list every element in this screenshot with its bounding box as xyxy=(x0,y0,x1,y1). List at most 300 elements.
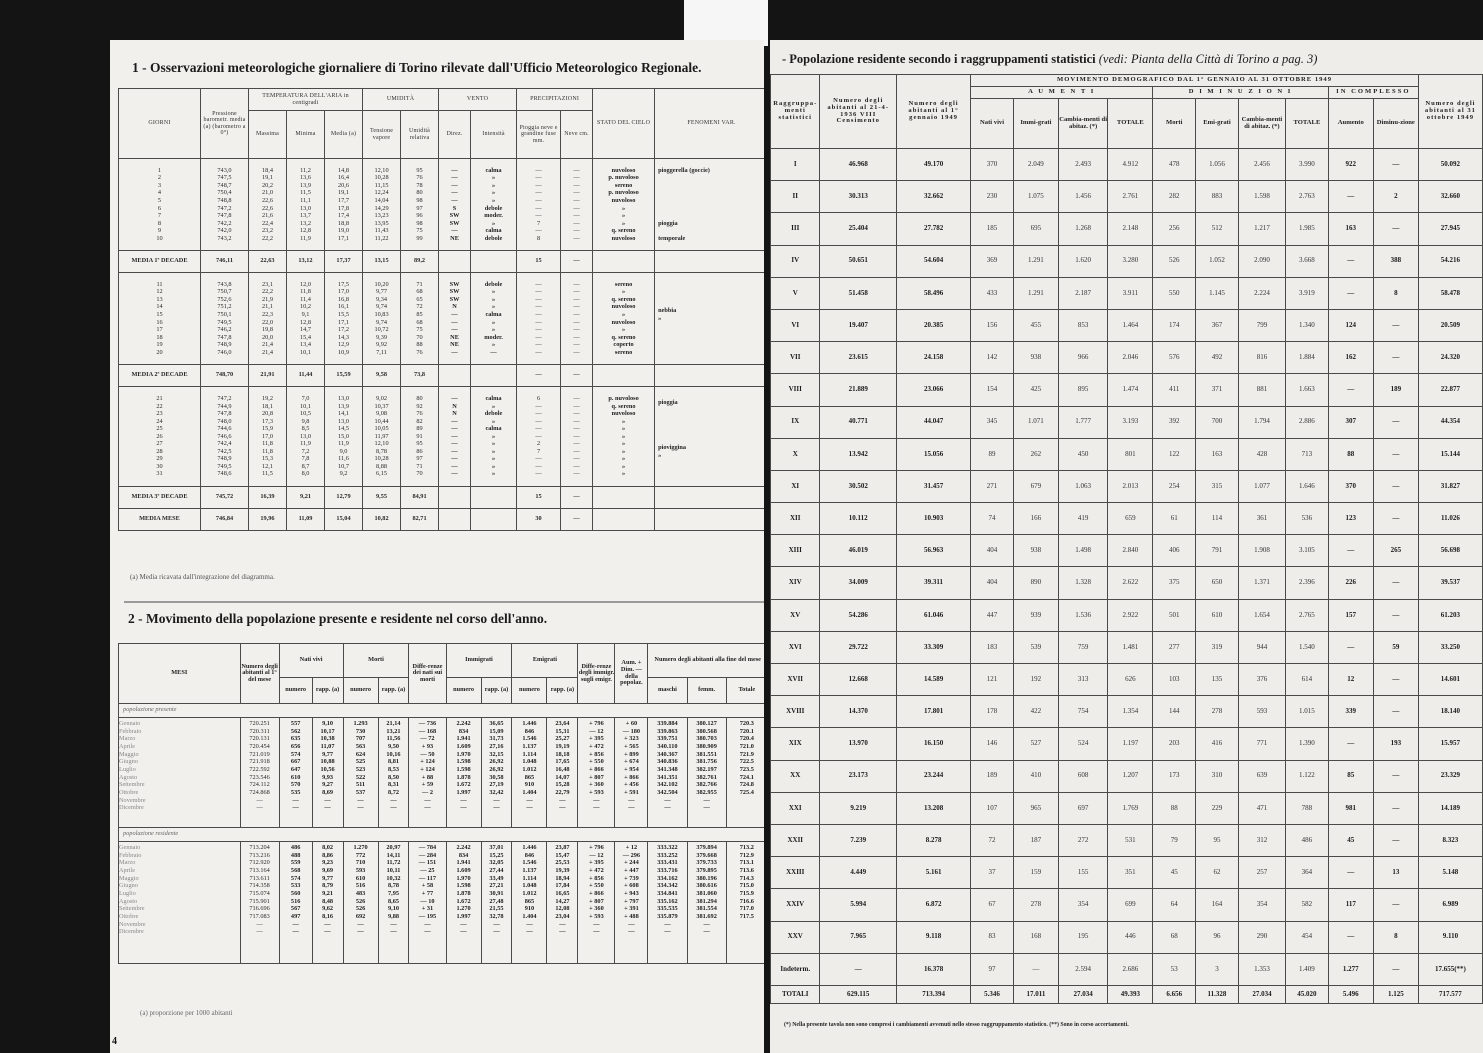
table-cell: 3 xyxy=(1196,953,1239,985)
table-row xyxy=(771,503,1483,535)
table-cell: 526 xyxy=(1153,245,1196,277)
immigrati-col: 2.242 834 1.941 1.609 1.970 1.598 1.878 1.672 1.270 1.997 — — xyxy=(446,842,481,964)
direz-col: SW SW SW N — — — NE NE — xyxy=(439,273,471,365)
table-cell: 361 xyxy=(1238,503,1285,535)
media-mese xyxy=(119,509,765,531)
table-row xyxy=(771,438,1483,470)
table-cell: 1.456 xyxy=(1058,181,1107,213)
table-cell: — xyxy=(1373,760,1418,792)
header-immigrati: Immigrati xyxy=(446,644,512,678)
table-row xyxy=(771,213,1483,245)
table-cell: 370 xyxy=(971,149,1014,181)
media-cell: — xyxy=(561,487,593,509)
section-presente xyxy=(119,704,765,718)
header-cambiamenti: Cambia-menti di abitaz. (*) xyxy=(1058,99,1107,149)
row-label: XXI xyxy=(771,792,820,824)
media-cell: 9,21 xyxy=(287,487,325,509)
table-cell: — xyxy=(1328,181,1373,213)
table-cell: 1.646 xyxy=(1286,470,1329,502)
table-cell: 23.173 xyxy=(820,760,896,792)
media-cell: 13,12 xyxy=(287,251,325,273)
tmed-col: 13,0 13,9 14,1 13,0 14,5 15,0 11,9 9,0 11,6 10,7 9,2 xyxy=(325,387,363,487)
table-cell: 2.622 xyxy=(1108,567,1153,599)
table-cell: 12.668 xyxy=(820,664,896,696)
media-cell xyxy=(439,509,471,531)
tensione-col: 10,20 9,77 9,34 9,74 10,83 9,74 10,72 9,39 9,92 7,11 xyxy=(363,273,401,365)
media-cell xyxy=(655,365,764,387)
emigrati-rapp-col: 23,87 15,47 25,53 19,39 18,94 17,84 16,65 14,27 12,08 23,04 — — xyxy=(547,842,578,964)
intensita-col: debole » » » calma » » moder. » — xyxy=(471,273,517,365)
table-cell: — xyxy=(1328,631,1373,663)
table-cell: 1.769 xyxy=(1108,792,1153,824)
table-cell: 922 xyxy=(1328,149,1373,181)
header-pressione: Pressione barometr. media (a) (barometro a 0°) xyxy=(201,89,249,159)
table-cell: 1.390 xyxy=(1286,728,1329,760)
decade-1-rows xyxy=(119,159,765,251)
tensione-col: 9,02 10,37 9,08 10,44 10,05 11,97 12,10 8,78 10,28 8,88 6,15 xyxy=(363,387,401,487)
table-cell: 610 xyxy=(1196,599,1239,631)
table-cell: — xyxy=(1328,245,1373,277)
table2-footnote: (a) proporzione per 1000 abitanti xyxy=(140,1009,233,1017)
table-cell: 14.589 xyxy=(896,664,970,696)
table-cell: 15.144 xyxy=(1418,438,1482,470)
media-decade-2 xyxy=(119,365,765,387)
table-cell: 10.903 xyxy=(896,503,970,535)
table-cell: 16.150 xyxy=(896,728,970,760)
header-movimento: MOVIMENTO DEMOGRAFICO DAL 1° GENNAIO AL 31 OTTOBRE 1949 xyxy=(971,75,1419,87)
table-cell: 593 xyxy=(1238,696,1285,728)
table-cell: 419 xyxy=(1058,503,1107,535)
table-cell: 278 xyxy=(1013,889,1058,921)
media-label: MEDIA 3ª DECADE xyxy=(119,487,201,509)
media-cell xyxy=(655,251,764,273)
table-row xyxy=(771,696,1483,728)
neve-col: — — — — — — — — — — — xyxy=(561,387,593,487)
population-movement-table xyxy=(118,643,764,964)
immigrati-rapp-col: 37,01 15,25 32,05 27,44 33,49 27,21 30,91 27,48 21,55 32,78 — — xyxy=(481,842,512,964)
table-cell: 185 xyxy=(971,213,1014,245)
table-cell: 319 xyxy=(1196,631,1239,663)
row-label: XXIV xyxy=(771,889,820,921)
table-cell: 895 xyxy=(1058,374,1107,406)
table-cell: 49.170 xyxy=(896,149,970,181)
aumento-col: + 12 — 296 + 244 + 447 + 739 + 608 + 943 + 797 + 391 + 488 — — xyxy=(615,842,648,964)
header-temperatura: TEMPERATURA DELL'ARIA in centigradi xyxy=(249,89,363,111)
table-cell: 367 xyxy=(1196,309,1239,341)
media-cell: — xyxy=(561,509,593,531)
header-fenomeni: FENOMENI VAR. xyxy=(655,89,764,159)
right-page xyxy=(770,40,1483,1053)
table-cell: 173 xyxy=(1153,760,1196,792)
diff-mig-col: + 796 — 12 + 395 + 472 + 856 + 550 + 866 + 807 + 360 + 593 — — xyxy=(578,842,615,964)
media-cell xyxy=(439,365,471,387)
table-cell: 146 xyxy=(971,728,1014,760)
table-cell: 39.311 xyxy=(896,567,970,599)
table-cell: 2.396 xyxy=(1286,567,1329,599)
table-row xyxy=(771,599,1483,631)
header-nati: Nati vivi xyxy=(279,644,343,678)
table-cell: 20.385 xyxy=(896,309,970,341)
table-cell: 1.052 xyxy=(1196,245,1239,277)
header-nati: Nati vivi xyxy=(971,99,1014,149)
row-label: IV xyxy=(771,245,820,277)
row-label: II xyxy=(771,181,820,213)
table-cell: 1.268 xyxy=(1058,213,1107,245)
table-cell: 1.207 xyxy=(1108,760,1153,792)
table-cell: 67 xyxy=(971,889,1014,921)
morti-col: 1.270 772 710 593 610 516 483 526 526 692 — — xyxy=(343,842,378,964)
table-cell: 29.722 xyxy=(820,631,896,663)
table-cell: — xyxy=(1373,953,1418,985)
table-cell: 13.208 xyxy=(896,792,970,824)
table-cell: 189 xyxy=(971,760,1014,792)
row-label: XXII xyxy=(771,824,820,856)
table-cell: 20.509 xyxy=(1418,309,1482,341)
media-cell xyxy=(593,365,655,387)
table-cell: 17.655(**) xyxy=(1418,953,1482,985)
table-row xyxy=(771,374,1483,406)
table-cell: 1.122 xyxy=(1286,760,1329,792)
table-cell: 1.464 xyxy=(1108,309,1153,341)
header-censimento: Numero degli abitanti al 21-4-1936 VIII Censimento xyxy=(820,75,896,149)
table-row xyxy=(771,309,1483,341)
media-cell: 15,04 xyxy=(325,509,363,531)
table-cell: 1.291 xyxy=(1013,277,1058,309)
table-cell: 713 xyxy=(1286,438,1329,470)
table-cell: 54.286 xyxy=(820,599,896,631)
header-intensita: Intensità xyxy=(471,111,517,159)
table-cell: 124 xyxy=(1328,309,1373,341)
table-cell: 310 xyxy=(1196,760,1239,792)
media-cell: — xyxy=(517,365,561,387)
media-cell: 10,82 xyxy=(363,509,401,531)
header-neve: Neve cm. xyxy=(561,111,593,159)
table-cell: 639 xyxy=(1238,760,1285,792)
row-label: VII xyxy=(771,342,820,374)
table-cell: 1.340 xyxy=(1286,309,1329,341)
table-cell: 1.985 xyxy=(1286,213,1329,245)
media-cell: 15 xyxy=(517,487,561,509)
table-cell: 229 xyxy=(1196,792,1239,824)
table-cell: 410 xyxy=(1013,760,1058,792)
totals-cell: 1.125 xyxy=(1373,985,1418,1003)
direz-col: — — — — — S SW SW — NE xyxy=(439,159,471,251)
table-cell: 88 xyxy=(1328,438,1373,470)
media-cell: 12,79 xyxy=(325,487,363,509)
table-cell: 33.309 xyxy=(896,631,970,663)
media-cell: 15 xyxy=(517,251,561,273)
table-cell: 406 xyxy=(1153,535,1196,567)
table-cell: 15.056 xyxy=(896,438,970,470)
table-cell: 162 xyxy=(1328,342,1373,374)
table-cell: 853 xyxy=(1058,309,1107,341)
row-label: XXV xyxy=(771,921,820,953)
media-cell xyxy=(471,509,517,531)
table-cell: 50.092 xyxy=(1418,149,1482,181)
table-cell: 39.537 xyxy=(1418,567,1482,599)
table-cell: 34.009 xyxy=(820,567,896,599)
table-cell: 164 xyxy=(1196,889,1239,921)
table-cell: 3.105 xyxy=(1286,535,1329,567)
table-cell: 2 xyxy=(1373,181,1418,213)
table-cell: 938 xyxy=(1013,342,1058,374)
table-cell: 339 xyxy=(1328,696,1373,728)
table-row xyxy=(771,857,1483,889)
table-cell: 64 xyxy=(1153,889,1196,921)
weather-table xyxy=(118,88,764,531)
table-cell: 123 xyxy=(1328,503,1373,535)
header-raggruppamenti: Raggruppa-menti statistici xyxy=(771,75,820,149)
aumento-col: + 60 — 180 + 323 + 565 + 899 + 674 + 954 + 866 + 456 + 591 — — xyxy=(615,718,648,828)
table-cell: 9.118 xyxy=(896,921,970,953)
table-cell: 697 xyxy=(1058,792,1107,824)
table2-title: 2 - Movimento della popolazione presente e residente nel corso dell'anno. xyxy=(128,611,548,626)
table-cell: 31.827 xyxy=(1418,470,1482,502)
row-label: VIII xyxy=(771,374,820,406)
header-diminuzione: Diminu-zione xyxy=(1373,99,1418,149)
table-cell: 2.187 xyxy=(1058,277,1107,309)
table-cell: — xyxy=(820,953,896,985)
table-cell: — xyxy=(1373,309,1418,341)
table-cell: 178 xyxy=(971,696,1014,728)
table3-body xyxy=(771,149,1483,1004)
row-label: III xyxy=(771,213,820,245)
table-cell: 2.456 xyxy=(1238,149,1285,181)
header-differenze: Diffe-renze dei nati sui morti xyxy=(409,644,446,704)
table-cell: — xyxy=(1013,953,1058,985)
table-row xyxy=(771,664,1483,696)
table-cell: — xyxy=(1373,149,1418,181)
table-cell: 771 xyxy=(1238,728,1285,760)
table-cell: 1.145 xyxy=(1196,277,1239,309)
row-label: XXIII xyxy=(771,857,820,889)
table-cell: 2.765 xyxy=(1286,599,1329,631)
table-cell: 966 xyxy=(1058,342,1107,374)
table-row xyxy=(771,245,1483,277)
table-cell: 1.217 xyxy=(1238,213,1285,245)
table-cell: 256 xyxy=(1153,213,1196,245)
totals-cell: 27.034 xyxy=(1058,985,1107,1003)
table-cell: 6.872 xyxy=(896,889,970,921)
table-cell: 271 xyxy=(971,470,1014,502)
table-cell: 801 xyxy=(1108,438,1153,470)
table-cell: 791 xyxy=(1196,535,1239,567)
table-cell: 33.250 xyxy=(1418,631,1482,663)
totals-cell: 49.393 xyxy=(1108,985,1153,1003)
table-cell: 3.911 xyxy=(1108,277,1153,309)
table-cell: 122 xyxy=(1153,438,1196,470)
table-cell: 1.071 xyxy=(1013,406,1058,438)
table-cell: 1.536 xyxy=(1058,599,1107,631)
table-cell: 24.158 xyxy=(896,342,970,374)
fenomeni-col: pioggia pioviggina » xyxy=(655,387,764,487)
media-cell: — xyxy=(561,365,593,387)
emigrati-col: 1.446 846 1.546 1.137 1.114 1.048 1.012 865 910 1.404 — — xyxy=(512,842,547,964)
table-cell: 446 xyxy=(1108,921,1153,953)
table-cell: 369 xyxy=(971,245,1014,277)
header-pioggia: Pioggia neve e grandine fuse mm. xyxy=(517,111,561,159)
header-massima: Massima xyxy=(249,111,287,159)
page-number: 4 xyxy=(112,1036,117,1047)
table-cell: 290 xyxy=(1238,921,1285,953)
totals-cell: 11.328 xyxy=(1196,985,1239,1003)
table-row xyxy=(771,470,1483,502)
population-groups-table xyxy=(770,74,1483,1004)
table3-title xyxy=(782,52,1317,67)
table-cell: — xyxy=(1328,728,1373,760)
nati-rapp-col: 8,02 8,86 9,23 9,69 9,77 8,79 9,21 8,48 9,62 8,16 — — xyxy=(312,842,343,964)
table-cell: 14.601 xyxy=(1418,664,1482,696)
table-cell: 364 xyxy=(1286,857,1329,889)
header-umidita: UMIDITÀ xyxy=(363,89,439,111)
table-cell: 2.090 xyxy=(1238,245,1285,277)
table-cell: — xyxy=(1373,792,1418,824)
table-cell: 23.066 xyxy=(896,374,970,406)
table-cell: 1.077 xyxy=(1238,470,1285,502)
header-complesso: IN COMPLESSO xyxy=(1328,87,1418,99)
days-col: 1 2 3 4 5 6 7 8 9 10 xyxy=(119,159,201,251)
table-cell: 1.353 xyxy=(1238,953,1285,985)
table-cell: — xyxy=(1373,824,1418,856)
table-cell: 9.219 xyxy=(820,792,896,824)
header-numero: Numero degli abitanti al 1° del mese xyxy=(240,644,279,704)
media-cell: 11,44 xyxy=(287,365,325,387)
table-cell: 114 xyxy=(1196,503,1239,535)
pressione-col: 743,8 750,7 752,6 751,2 750,1 749,5 746,2 747,8 748,9 746,0 xyxy=(201,273,249,365)
diff-col: — 736 — 168 — 72 + 93 — 50 + 124 + 124 + 88 + 59 — 2 — — xyxy=(409,718,446,828)
table-cell: 144 xyxy=(1153,696,1196,728)
table-cell: 2.013 xyxy=(1108,470,1153,502)
table-cell: 15.957 xyxy=(1418,728,1482,760)
table-cell: 7.239 xyxy=(820,824,896,856)
table-cell: 56.698 xyxy=(1418,535,1482,567)
morti-col: 1.293 730 707 563 624 525 523 522 511 537 — — xyxy=(343,718,378,828)
table-cell: 1.908 xyxy=(1238,535,1285,567)
table-cell: 68 xyxy=(1153,921,1196,953)
table-cell: 536 xyxy=(1286,503,1329,535)
media-cell: 745,72 xyxy=(201,487,249,509)
table-cell: 550 xyxy=(1153,277,1196,309)
table-cell: 345 xyxy=(971,406,1014,438)
table-cell: 1.794 xyxy=(1238,406,1285,438)
table-cell: 40.771 xyxy=(820,406,896,438)
row-label: XIX xyxy=(771,728,820,760)
media-cell: 746,11 xyxy=(201,251,249,273)
table-cell: 2.046 xyxy=(1108,342,1153,374)
table-cell: 539 xyxy=(1013,631,1058,663)
table-cell: 32.662 xyxy=(896,181,970,213)
pioggia-col: 6 — — — — — 2 7 — — — xyxy=(517,387,561,487)
table-row xyxy=(771,631,1483,663)
table-cell: 501 xyxy=(1153,599,1196,631)
table-cell: 44.354 xyxy=(1418,406,1482,438)
row-label: VI xyxy=(771,309,820,341)
table-cell: 58.478 xyxy=(1418,277,1482,309)
table-cell: 187 xyxy=(1013,824,1058,856)
table-cell: 61.203 xyxy=(1418,599,1482,631)
table-cell: 278 xyxy=(1196,696,1239,728)
totals-label: TOTALI xyxy=(771,985,820,1003)
morti-rapp-col: 20,97 14,11 11,72 10,11 10,32 8,78 7,95 8,65 9,10 9,88 — — xyxy=(378,842,409,964)
table-cell: 51.458 xyxy=(820,277,896,309)
media-cell: 17,37 xyxy=(325,251,363,273)
media-decade-3 xyxy=(119,487,765,509)
table-cell: — xyxy=(1328,374,1373,406)
table-cell: 58.496 xyxy=(896,277,970,309)
table-cell: 159 xyxy=(1013,857,1058,889)
table-cell: 307 xyxy=(1328,406,1373,438)
table-cell: 277 xyxy=(1153,631,1196,663)
table-cell: 54.216 xyxy=(1418,245,1482,277)
table-row xyxy=(771,342,1483,374)
header-rapp: rapp. (a) xyxy=(481,678,512,704)
table-cell: 816 xyxy=(1238,342,1285,374)
table-cell: 14.370 xyxy=(820,696,896,728)
table-cell: 454 xyxy=(1286,921,1329,953)
pressione-col: 747,2 744,9 747,8 748,0 744,6 746,6 742,4 742,5 748,9 749,5 748,6 xyxy=(201,387,249,487)
header-cambiamenti: Cambia-menti di abitaz. (*) xyxy=(1238,99,1285,149)
table-cell: 450 xyxy=(1058,438,1107,470)
header-rapp: rapp. (a) xyxy=(312,678,343,704)
table-cell: 4.449 xyxy=(820,857,896,889)
totals-cell: 17.011 xyxy=(1013,985,1058,1003)
table-row xyxy=(771,760,1483,792)
table-cell: 388 xyxy=(1373,245,1418,277)
media-cell: 30 xyxy=(517,509,561,531)
table-cell: 354 xyxy=(1058,889,1107,921)
row-label: XVI xyxy=(771,631,820,663)
media-cell xyxy=(593,509,655,531)
media-cell xyxy=(471,365,517,387)
table-row xyxy=(771,953,1483,985)
header-emigrati: Emigrati xyxy=(512,644,578,678)
table-cell: 155 xyxy=(1058,857,1107,889)
immigrati-col: 2.242 834 1.941 1.609 1.970 1.598 1.598 1.878 1.672 1.997 — — xyxy=(446,718,481,828)
table-cell: 700 xyxy=(1196,406,1239,438)
row-label: X xyxy=(771,438,820,470)
table-cell: 1.598 xyxy=(1238,181,1285,213)
table-cell: 788 xyxy=(1286,792,1329,824)
table-cell: 30.502 xyxy=(820,470,896,502)
maschi-col: 333.322 333.252 333.431 333.716 334.162 334.342 334.841 335.162 335.535 335.879 — — xyxy=(648,842,687,964)
totals-cell: 6.656 xyxy=(1153,985,1196,1003)
table-cell: 614 xyxy=(1286,664,1329,696)
table-cell: 3.990 xyxy=(1286,149,1329,181)
table-cell: — xyxy=(1373,503,1418,535)
header-aumento: Aumento xyxy=(1328,99,1373,149)
table-cell: 54.604 xyxy=(896,245,970,277)
neve-col: — — — — — — — — — — xyxy=(561,159,593,251)
header-direz: Direz. xyxy=(439,111,471,159)
table-cell: 5.994 xyxy=(820,889,896,921)
emigrati-rapp-col: 23,64 15,31 25,27 19,19 18,18 17,65 16,48 14,07 15,28 22,79 — — xyxy=(547,718,578,828)
table-cell: 4.912 xyxy=(1108,149,1153,181)
table-cell: 96 xyxy=(1196,921,1239,953)
presente-rows xyxy=(119,718,765,828)
media-cell: 19,96 xyxy=(249,509,287,531)
media-cell: 16,39 xyxy=(249,487,287,509)
table-cell: 32.660 xyxy=(1418,181,1482,213)
table-cell: 433 xyxy=(971,277,1014,309)
table-cell: 21.889 xyxy=(820,374,896,406)
table-cell: 107 xyxy=(971,792,1014,824)
table-cell: — xyxy=(1328,535,1373,567)
table-cell: 31.457 xyxy=(896,470,970,502)
header-rapp: rapp. (a) xyxy=(378,678,409,704)
table-cell: 103 xyxy=(1153,664,1196,696)
table-cell: — xyxy=(1373,213,1418,245)
table-cell: 203 xyxy=(1153,728,1196,760)
